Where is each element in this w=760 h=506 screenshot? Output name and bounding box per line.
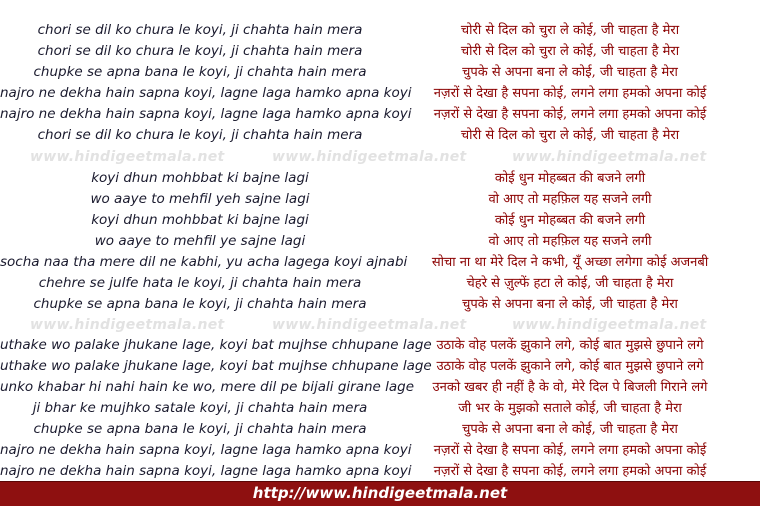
watermark-text: www.hindigeetmala.net [30,149,225,165]
hindi-lyric: उनको खबर ही नहीं है के वो, मेरे दिल पे बिजली गिराने लगे [432,380,708,395]
watermark-text: www.hindigeetmala.net [512,149,707,165]
lyric-line [0,231,760,252]
hindi-lyric: कोई धुन मोहब्बत की बजने लगी [494,213,646,228]
lyric-line [0,252,760,273]
english-lyric: chehre se julfe hata le koyi, ji chahta hain mera [38,275,362,291]
lyric-line [0,210,760,231]
hindi-lyric: चुपके से अपना बना ले कोई, जी चाहता है मेरा [462,297,678,312]
hindi-lyric: चुपके से अपना बना ले कोई, जी चाहता है मेरा [462,422,678,437]
english-lyric: koyi dhun mohbbat ki bajne lagi [91,212,309,228]
english-lyric: najro ne dekha hain sapna koyi, lagne laga hamko apna koyi [0,442,412,458]
footer-url-link[interactable]: http://www.hindigeetmala.net [252,484,508,502]
hindi-lyric: नज़रों से देखा है सपना कोई, लगने लगा हमको अपना कोई [433,107,707,122]
english-lyric: wo aaye to mehfil yeh sajne lagi [90,191,310,207]
hindi-lyric: वो आए तो महफ़िल यह सजने लगी [488,234,652,249]
lyric-line [0,294,760,315]
lyric-line [0,41,760,62]
watermark-text: www.hindigeetmala.net [30,317,225,333]
hindi-lyric: चोरी से दिल को चुरा ले कोई, जी चाहता है मेरा [460,23,680,38]
lyric-line [0,335,760,356]
stanza-2 [0,168,760,315]
lyric-line [0,125,760,146]
watermark-text: www.hindigeetmala.net [272,317,467,333]
hindi-lyric: कोई धुन मोहब्बत की बजने लगी [494,171,646,186]
hindi-lyric: चोरी से दिल को चुरा ले कोई, जी चाहता है मेरा [460,128,680,143]
lyric-line [0,62,760,83]
stanza-3 [0,335,760,482]
footer-bar [0,481,760,506]
english-lyric: najro ne dekha hain sapna koyi, lagne laga hamko apna koyi [0,106,412,122]
english-lyric: unko khabar hi nahi hain ke wo, mere dil pe bijali girane lage [0,379,415,395]
hindi-lyric: नज़रों से देखा है सपना कोई, लगने लगा हमको अपना कोई [433,464,707,479]
lyric-line [0,398,760,419]
hindi-lyric: चोरी से दिल को चुरा ले कोई, जी चाहता है मेरा [460,44,680,59]
lyric-line [0,189,760,210]
lyric-line [0,20,760,41]
hindi-lyric: जी भर के मुझको सताले कोई, जी चाहता है मेरा [458,401,682,416]
watermark-text: www.hindigeetmala.net [272,149,467,165]
english-lyric: ji bhar ke mujhko satale koyi, ji chahta hain mera [32,400,368,416]
lyric-line [0,104,760,125]
lyric-line [0,273,760,294]
english-lyric: koyi dhun mohbbat ki bajne lagi [91,170,309,186]
lyric-line [0,83,760,104]
english-lyric: najro ne dekha hain sapna koyi, lagne laga hamko apna koyi [0,85,412,101]
stanza-1 [0,20,760,146]
lyric-line [0,419,760,440]
lyric-line [0,440,760,461]
hindi-lyric: नज़रों से देखा है सपना कोई, लगने लगा हमको अपना कोई [433,86,707,101]
english-lyric: chupke se apna bana le koyi, ji chahta hain mera [33,64,367,80]
watermark-row [0,315,760,335]
english-lyric: wo aaye to mehfil ye sajne lagi [94,233,306,249]
english-lyric: najro ne dekha hain sapna koyi, lagne laga hamko apna koyi [0,463,412,479]
english-lyric: uthake wo palake jhukane lage, koyi bat mujhse chhupane lage [0,358,432,374]
english-lyric: chori se dil ko chura le koyi, ji chahta hain mera [37,43,363,59]
hindi-lyric: चुपके से अपना बना ले कोई, जी चाहता है मेरा [462,65,678,80]
hindi-lyric: चेहरे से ज़ुल्फें हटा ले कोई, जी चाहता है मेरा [466,276,674,291]
hindi-lyric: सोचा ना था मेरे दिल ने कभी, यूँ अच्छा लगेगा कोई अजनबी [431,255,709,270]
watermark-text: www.hindigeetmala.net [512,317,707,333]
hindi-lyric: उठाके वोह पलकें झुकाने लगे, कोई बात मुझसे छुपाने लगे [436,359,704,374]
english-lyric: uthake wo palake jhukane lage, koyi bat mujhse chhupane lage [0,337,432,353]
lyric-line [0,356,760,377]
hindi-lyric: नज़रों से देखा है सपना कोई, लगने लगा हमको अपना कोई [433,443,707,458]
hindi-lyric: वो आए तो महफ़िल यह सजने लगी [488,192,652,207]
lyric-line [0,168,760,189]
hindi-lyric: उठाके वोह पलकें झुकाने लगे, कोई बात मुझसे छुपाने लगे [436,338,704,353]
english-lyric: socha naa tha mere dil ne kabhi, yu acha lagega koyi ajnabi [0,254,408,270]
english-lyric: chori se dil ko chura le koyi, ji chahta hain mera [37,127,363,143]
english-lyric: chupke se apna bana le koyi, ji chahta hain mera [33,296,367,312]
english-lyric: chupke se apna bana le koyi, ji chahta hain mera [33,421,367,437]
watermark-row [0,147,760,167]
lyric-line [0,377,760,398]
english-lyric: chori se dil ko chura le koyi, ji chahta hain mera [37,22,363,38]
lyric-line [0,461,760,482]
